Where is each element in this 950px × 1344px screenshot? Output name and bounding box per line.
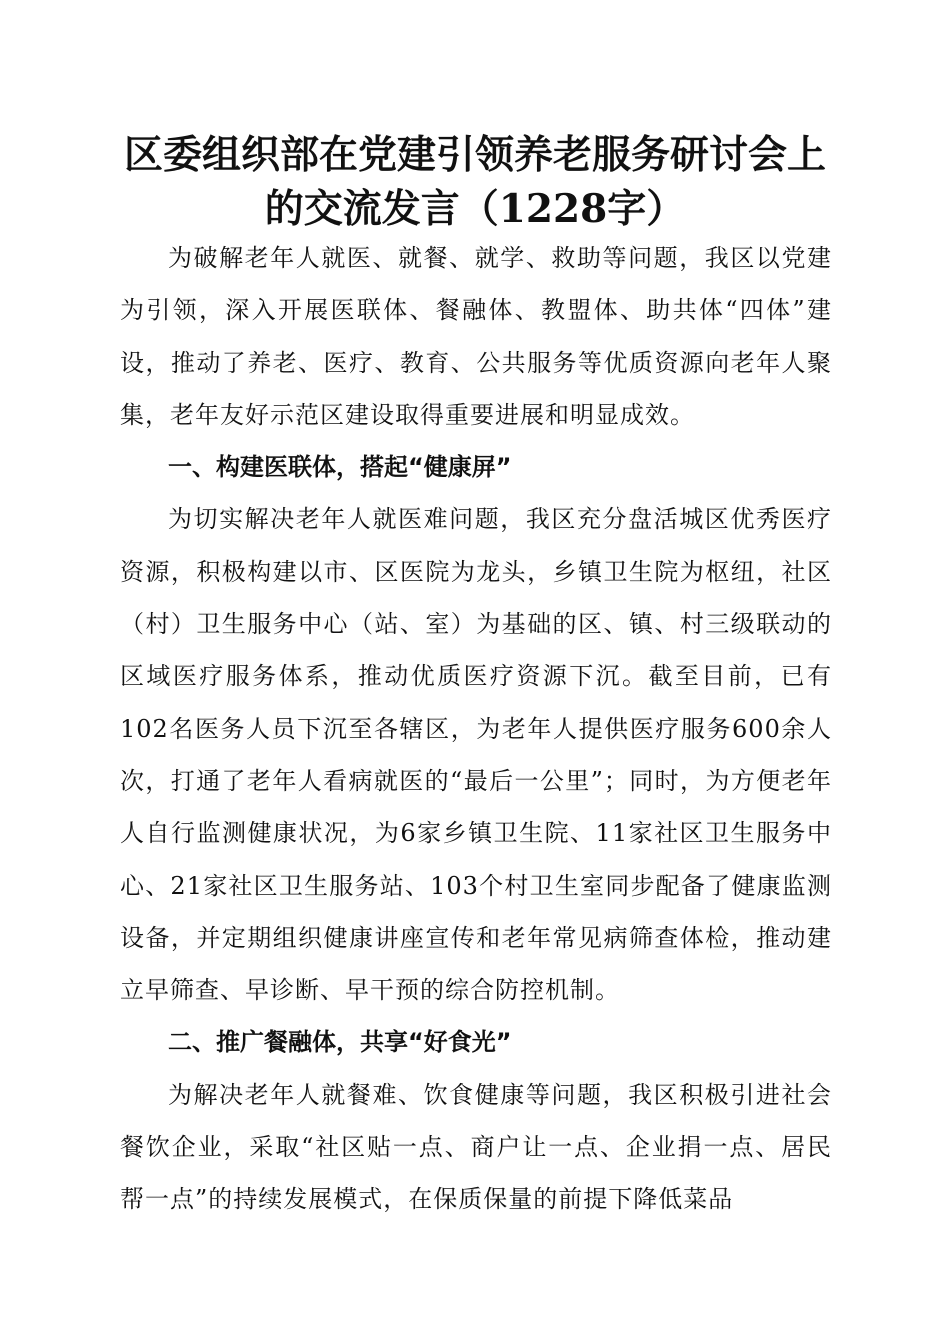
document-body: [120, 232, 832, 1226]
document-title: 区委组织部在党建引领养老服务研讨会上的交流发言（1228字）: [123, 132, 826, 232]
intro-paragraph: 为破解老年人就医、就餐、就学、救助等问题，我区以党建为引领，深入开展医联体、餐融体、教盟体、助共体“四体”建设，推动了养老、医疗、教育、公共服务等优质资源向老年人聚集，老年友好示范区建设取得重要进展和明显成效。: [120, 244, 832, 429]
section-heading: 二、推广餐融体，共享“好食光”: [168, 1028, 512, 1057]
section-heading: 一、构建医联体，搭起“健康屏”: [168, 453, 512, 482]
section-paragraph: 为切实解决老年人就医难问题，我区充分盘活城区优秀医疗资源，积极构建以市、区医院为龙头，乡镇卫生院为枢纽，社区（村）卫生服务中心（站、室）为基础的区、镇、村三级联动的区域医疗服务体系，推动优质医疗资源下沉。截至目前，已有102名医务人员下沉至各辖区，为老年人提供医疗服务600余人次，打通了老年人看病就医的“最后一公里”；同时，为方便老年人自行监测健康状况，为6家乡镇卫生院、11家社区卫生服务中心、21家社区卫生服务站、103个村卫生室同步配备了健康监测设备，并定期组织健康讲座宣传和老年常见病筛查体检，推动建立早筛查、早诊断、早干预的综合防控机制。: [120, 505, 832, 1005]
section-paragraph: 为解决老年人就餐难、饮食健康等问题，我区积极引进社会餐饮企业，采取“社区贴一点、商户让一点、企业捐一点、居民帮一点”的持续发展模式，在保质保量的前提下降低菜品: [120, 1080, 832, 1214]
section-medical: [120, 441, 832, 1016]
section-dining: [120, 1016, 832, 1225]
